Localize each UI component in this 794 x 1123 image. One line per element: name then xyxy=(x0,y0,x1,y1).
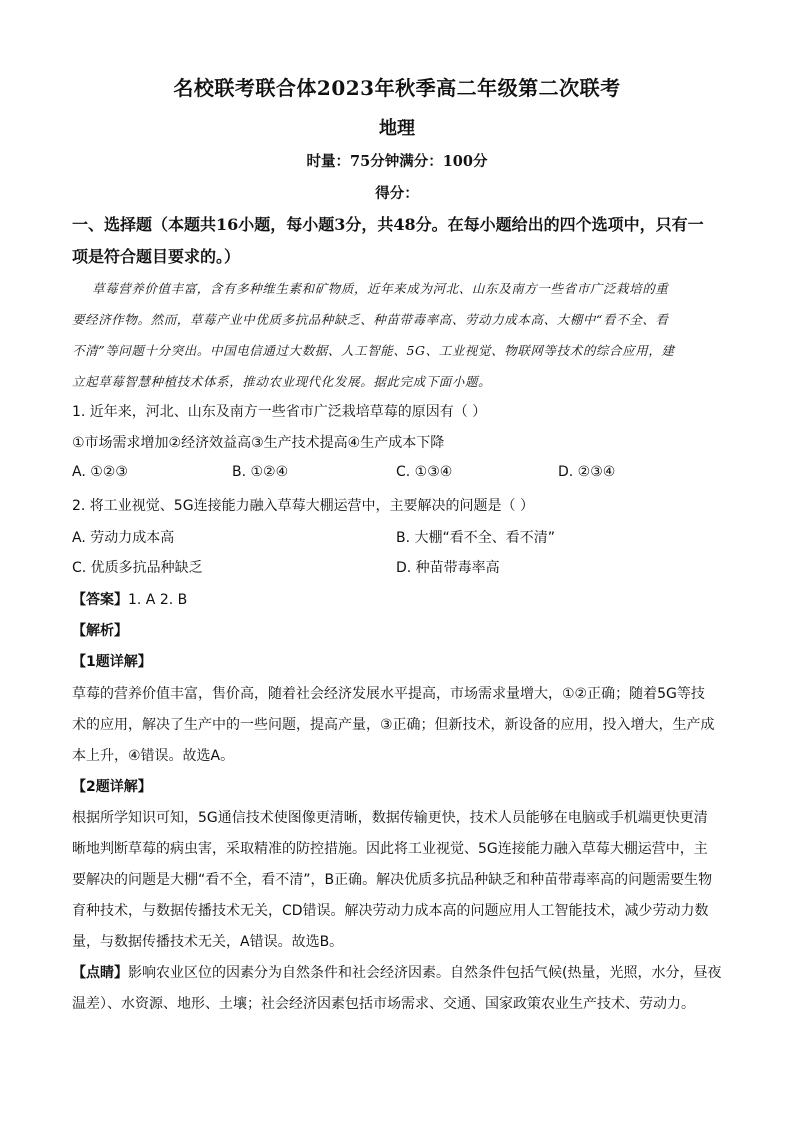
exam-title: 名校联考联合体2023年秋季高二年级第二次联考 xyxy=(173,76,621,100)
question-1-option-c: C. ①③④ xyxy=(396,464,453,480)
note-line xyxy=(72,962,722,982)
detail-1-line: 草莓的营养价值丰富，售价高，随着社会经济发展水平提高，市场需求量增大，①②正确；随着5G等技 xyxy=(72,686,705,702)
answer-text: 1. A 2. B xyxy=(128,592,188,608)
material-line: 立起草莓智慧种植技术体系，推动农业现代化发展。据此完成下面小题。 xyxy=(72,374,492,389)
detail-2-line: 晰地判断草莓的病虫害，采取精准的防控措施。因此将工业视觉、5G连接能力融入草莓大棚运营中，主 xyxy=(72,841,708,857)
answer-label: 【答案】 xyxy=(72,592,128,608)
note-text: 影响农业区位的因素分为自然条件和社会经济因素。自然条件包括气候(热量，光照，水分，昼夜 xyxy=(128,965,722,981)
section-heading-line2: 项是符合题目要求的。） xyxy=(72,247,241,266)
question-1-stem: 1. 近年来，河北、山东及南方一些省市广泛栽培草莓的原因有（ ） xyxy=(72,404,487,420)
question-1-option-b: B. ①②④ xyxy=(232,464,289,480)
question-2-option-a: A. 劳动力成本高 xyxy=(72,530,175,546)
question-1-option-a: A. ①②③ xyxy=(72,464,128,480)
answer-line xyxy=(72,589,722,609)
material-line: 不清”等问题十分突出。中国电信通过大数据、人工智能、5G、工业视觉、物联网等技术的综合应用，建 xyxy=(72,343,675,358)
question-1-items: ①市场需求增加②经济效益高③生产技术提高④生产成本下降 xyxy=(72,435,445,451)
question-2-option-b: B. 大棚“看不全、看不清” xyxy=(396,530,556,546)
subject-heading: 地理 xyxy=(379,118,415,139)
question-2-option-d: D. 种苗带毒率高 xyxy=(396,560,500,576)
question-1-option-d: D. ②③④ xyxy=(558,464,616,480)
detail-2-line: 育种技术，与数据传播技术无关，CD错误。解决劳动力成本高的问题应用人工智能技术，减少劳动力数 xyxy=(72,903,709,919)
material-line: 要经济作物。然而，草莓产业中优质多抗品种缺乏、种苗带毒率高、劳动力成本高、大棚中“看不全、看 xyxy=(72,312,669,327)
detail-2-label: 【2题详解】 xyxy=(72,779,152,795)
note-label: 【点睛】 xyxy=(72,965,128,981)
detail-2-line: 根据所学知识可知，5G通信技术使图像更清晰，数据传输更快，技术人员能够在电脑或手机端更快更清 xyxy=(72,810,708,826)
exam-time-and-score: 时量：75分钟满分：100分 xyxy=(306,153,488,170)
note-line: 温差）、水资源、地形、土壤；社会经济因素包括市场需求、交通、国家政策农业生产技术、劳动力。 xyxy=(72,996,695,1012)
score-field: 得分： xyxy=(375,185,419,202)
detail-1-line: 本上升，④错误。故选A。 xyxy=(72,748,235,764)
detail-1-line: 术的应用，解决了生产中的一些问题，提高产量，③正确；但新技术，新设备的应用，投入增大，生产成 xyxy=(72,717,715,733)
section-heading-line1: 一、选择题（本题共16小题，每小题3分，共48分。在每小题给出的四个选项中，只有一 xyxy=(72,215,704,234)
detail-1-label: 【1题详解】 xyxy=(72,654,152,670)
material-line: 草莓营养价值丰富，含有多种维生素和矿物质，近年来成为河北、山东及南方一些省市广泛栽培的重 xyxy=(92,281,669,296)
detail-2-line: 要解决的问题是大棚“看不全，看不清”，B正确。解决优质多抗品种缺乏和种苗带毒率高的问题需要生物 xyxy=(72,872,713,888)
detail-2-line: 量，与数据传播技术无关，A错误。故选B。 xyxy=(72,934,344,950)
question-2-stem: 2. 将工业视觉、5G连接能力融入草莓大棚运营中，主要解决的问题是（ ） xyxy=(72,498,535,514)
analysis-label: 【解析】 xyxy=(72,623,128,639)
question-2-option-c: C. 优质多抗品种缺乏 xyxy=(72,560,203,576)
